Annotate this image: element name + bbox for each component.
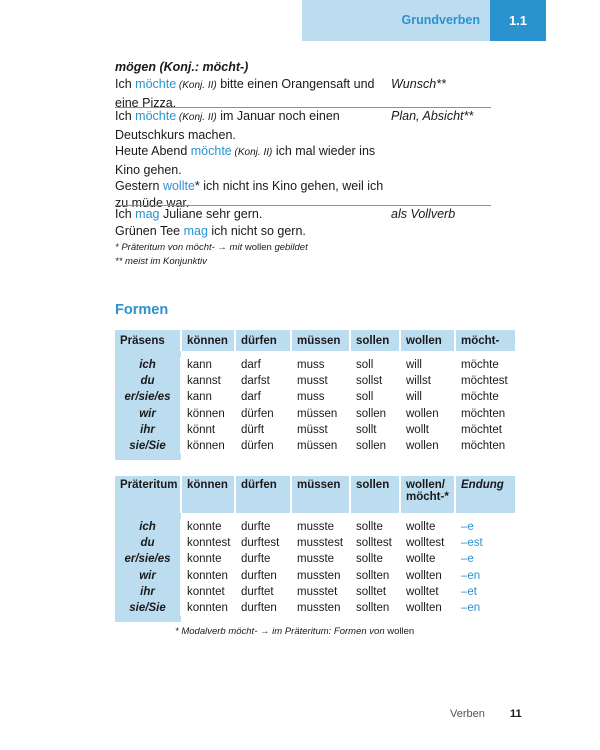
table-row xyxy=(115,422,515,438)
form-cell: wollten xyxy=(400,568,455,584)
form-cell: konnten xyxy=(181,600,235,616)
form-cell: durften xyxy=(235,568,291,584)
form-cell: kann xyxy=(181,357,235,373)
example-line: Ich möchte (Konj. II) bitte einen Orangensaft und xyxy=(115,77,375,91)
footnote-konjunktiv: ** meist im Konjunktiv xyxy=(115,256,207,267)
pronoun-cell: ich xyxy=(115,357,181,373)
usage-note: Plan, Absicht** xyxy=(391,109,474,123)
form-cell: –est xyxy=(455,535,515,551)
form-cell: wolltet xyxy=(400,584,455,600)
form-cell: will xyxy=(400,389,455,405)
pronoun-cell: sie/Sie xyxy=(115,438,181,454)
form-cell: möchte xyxy=(455,389,515,405)
header-cell: möcht- xyxy=(455,330,515,351)
footnote-praeteritum: * Präteritum von möcht- → mit wollen gebildet xyxy=(115,242,308,253)
example-line: Heute Abend möchte (Konj. II) ich mal wieder ins xyxy=(115,144,376,158)
example-line: Deutschkurs machen. xyxy=(115,127,236,142)
form-cell: sollten xyxy=(350,600,400,616)
form-cell: muss xyxy=(291,357,350,373)
footer-section: Verben xyxy=(450,708,485,720)
form-cell: konntest xyxy=(181,535,235,551)
form-cell: musstet xyxy=(291,584,350,600)
pronoun-cell: ich xyxy=(115,519,181,535)
pronoun-cell: ihr xyxy=(115,422,181,438)
header-cell: können xyxy=(181,330,235,351)
header-cell: müssen xyxy=(291,330,350,351)
praeteritum-table xyxy=(115,476,515,622)
form-cell: darf xyxy=(235,389,291,405)
form-cell: konnte xyxy=(181,519,235,535)
header-cell: dürfen xyxy=(235,476,291,513)
form-cell: können xyxy=(181,438,235,454)
form-cell: wolltest xyxy=(400,535,455,551)
pronoun-cell: wir xyxy=(115,568,181,584)
form-cell: konntet xyxy=(181,584,235,600)
form-cell: mussten xyxy=(291,568,350,584)
table-row xyxy=(115,568,515,584)
form-cell: könnt xyxy=(181,422,235,438)
page-number: 11 xyxy=(510,708,522,720)
form-cell: möchten xyxy=(455,438,515,454)
form-cell: durftest xyxy=(235,535,291,551)
header-cell: wollen xyxy=(400,330,455,351)
form-cell: durften xyxy=(235,600,291,616)
form-cell: wollten xyxy=(400,600,455,616)
form-cell: dürft xyxy=(235,422,291,438)
example-block-vollverb xyxy=(115,206,491,239)
praesens-table xyxy=(115,330,515,460)
form-cell: dürfen xyxy=(235,438,291,454)
form-cell: sollen xyxy=(350,438,400,454)
form-cell: durfte xyxy=(235,551,291,567)
example-line: Grünen Tee mag ich nicht so gern. xyxy=(115,223,306,238)
form-cell: soll xyxy=(350,389,400,405)
form-cell: müssen xyxy=(291,438,350,454)
form-cell: möchten xyxy=(455,406,515,422)
example-line: Kino gehen. xyxy=(115,162,182,177)
example-line: Ich möchte (Konj. II) im Januar noch einen xyxy=(115,109,340,123)
form-cell: möchtest xyxy=(455,373,515,389)
form-cell: möchtet xyxy=(455,422,515,438)
form-cell: wollen xyxy=(400,438,455,454)
form-cell: wollen xyxy=(400,406,455,422)
form-cell: möchte xyxy=(455,357,515,373)
pronoun-cell: er/sie/es xyxy=(115,389,181,405)
example-line: Gestern wollte* ich nicht ins Kino gehen, weil ich xyxy=(115,179,384,193)
form-cell: kann xyxy=(181,389,235,405)
form-cell: darf xyxy=(235,357,291,373)
form-cell: musste xyxy=(291,519,350,535)
table-row xyxy=(115,389,515,405)
form-cell: –e xyxy=(455,551,515,567)
form-cell: dürfen xyxy=(235,406,291,422)
form-cell: –en xyxy=(455,568,515,584)
form-cell: müsst xyxy=(291,422,350,438)
header-cell: Präsens xyxy=(115,330,181,351)
form-cell: muss xyxy=(291,389,350,405)
form-cell: –et xyxy=(455,584,515,600)
chapter-number: 1.1 xyxy=(490,0,546,41)
form-cell: müssen xyxy=(291,406,350,422)
form-cell: darfst xyxy=(235,373,291,389)
pronoun-cell: du xyxy=(115,373,181,389)
header-cell: wollen/ möcht-* xyxy=(400,476,455,513)
pronoun-cell: wir xyxy=(115,406,181,422)
example-block-wunsch xyxy=(115,76,491,111)
table-footnote: * Modalverb möcht- → im Präteritum: Formen von wollen xyxy=(175,626,415,637)
pronoun-cell: sie/Sie xyxy=(115,600,181,616)
form-cell: können xyxy=(181,406,235,422)
form-cell: musst xyxy=(291,373,350,389)
form-cell: sollte xyxy=(350,519,400,535)
usage-note: Wunsch** xyxy=(391,77,446,91)
form-cell: soll xyxy=(350,357,400,373)
verb-title: mögen (Konj.: möcht-) xyxy=(115,60,249,74)
table-row xyxy=(115,373,515,389)
header-cell: dürfen xyxy=(235,330,291,351)
form-cell: sollt xyxy=(350,422,400,438)
form-cell: sollten xyxy=(350,568,400,584)
form-cell: konnten xyxy=(181,568,235,584)
form-cell: –en xyxy=(455,600,515,616)
form-cell: sollte xyxy=(350,551,400,567)
form-cell: musstest xyxy=(291,535,350,551)
usage-note: als Vollverb xyxy=(391,207,456,221)
form-cell: durftet xyxy=(235,584,291,600)
section-title-formen: Formen xyxy=(115,302,169,318)
table-row xyxy=(115,357,515,373)
example-block-plan xyxy=(115,108,491,211)
header-cell: Endung xyxy=(455,476,515,513)
table-row xyxy=(115,600,515,616)
form-cell: sollen xyxy=(350,406,400,422)
pronoun-cell: er/sie/es xyxy=(115,551,181,567)
table-row xyxy=(115,551,515,567)
table-row xyxy=(115,406,515,422)
example-line: eine Pizza. xyxy=(115,95,177,110)
header-cell: Präteritum xyxy=(115,476,181,513)
form-cell: wollt xyxy=(400,422,455,438)
chapter-title: Grundverben xyxy=(401,13,480,27)
form-cell: –e xyxy=(455,519,515,535)
form-cell: will xyxy=(400,357,455,373)
table-row xyxy=(115,584,515,600)
form-cell: musste xyxy=(291,551,350,567)
pronoun-cell: ihr xyxy=(115,584,181,600)
form-cell: sollst xyxy=(350,373,400,389)
pronoun-cell: du xyxy=(115,535,181,551)
form-cell: solltet xyxy=(350,584,400,600)
table-row xyxy=(115,519,515,535)
table-row xyxy=(115,535,515,551)
header-cell: können xyxy=(181,476,235,513)
form-cell: wollte xyxy=(400,519,455,535)
form-cell: kannst xyxy=(181,373,235,389)
example-line: Ich mag Juliane sehr gern. xyxy=(115,207,263,221)
header-cell: sollen xyxy=(350,330,400,351)
form-cell: mussten xyxy=(291,600,350,616)
header-cell: müssen xyxy=(291,476,350,513)
table-row xyxy=(115,438,515,454)
form-cell: willst xyxy=(400,373,455,389)
example-line: zu müde war. xyxy=(115,195,190,210)
form-cell: solltest xyxy=(350,535,400,551)
form-cell: wollte xyxy=(400,551,455,567)
form-cell: konnte xyxy=(181,551,235,567)
form-cell: durfte xyxy=(235,519,291,535)
header-cell: sollen xyxy=(350,476,400,513)
